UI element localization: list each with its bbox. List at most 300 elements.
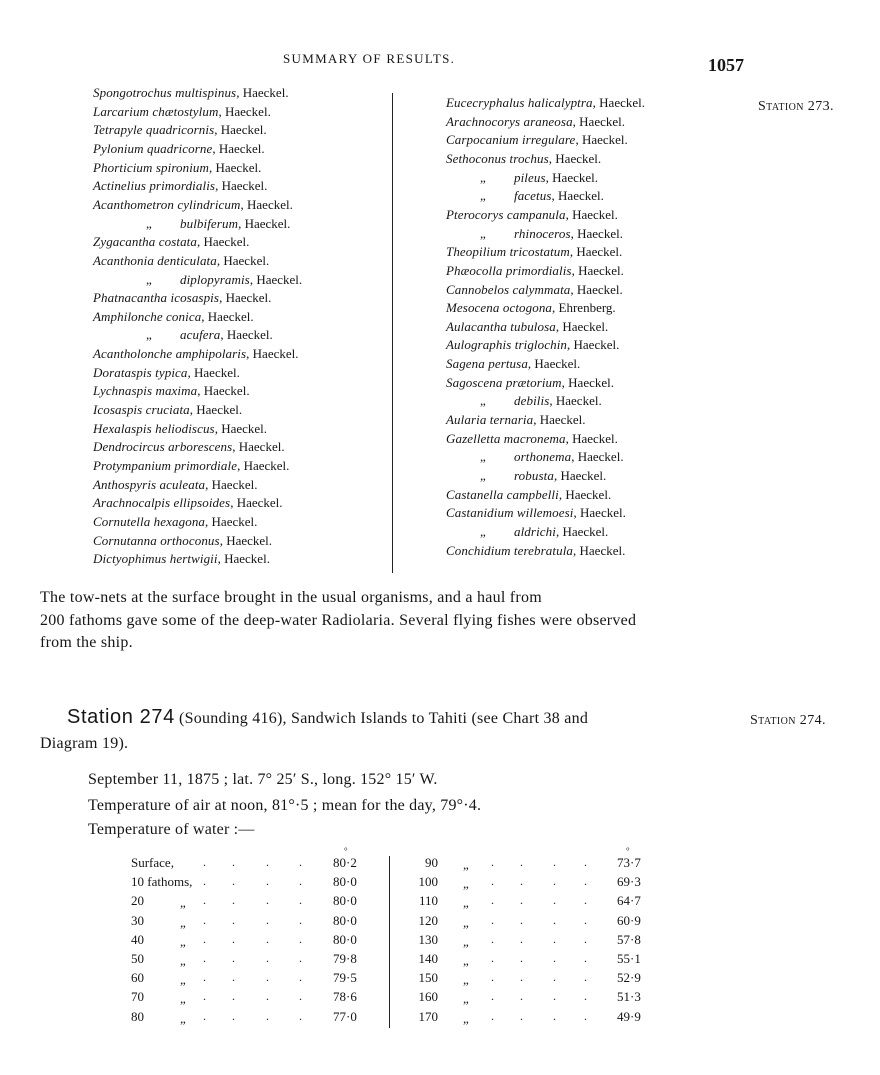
species-author: , Haeckel. (230, 495, 283, 511)
leader-dot: . (553, 989, 556, 1004)
species-name: Larcarium chætostylum (93, 103, 219, 119)
species-author: , Haeckel. (197, 383, 250, 399)
unit-ditto-cell: „ (463, 895, 469, 911)
species-author: , Haeckel. (592, 95, 645, 110)
species-author: , Haeckel. (220, 327, 273, 343)
leader-dot: . (553, 893, 556, 908)
species-entry (93, 252, 269, 271)
unit-ditto-cell: „ (463, 953, 469, 968)
species-entry (93, 457, 289, 476)
ditto-mark: „ (480, 169, 486, 185)
leader-dot: . (232, 989, 235, 1004)
species-author: , Haeckel. (205, 513, 258, 529)
species-name: orthonema (514, 449, 572, 465)
ditto-mark: „ (146, 215, 152, 231)
species-author: , Haeckel. (212, 140, 265, 156)
species-entry (93, 326, 273, 345)
leader-dot: . (491, 1008, 494, 1023)
species-author: , Haeckel. (216, 252, 270, 268)
leader-dot: . (299, 1008, 302, 1023)
ditto-mark: „ (480, 225, 486, 241)
depth-cell: 10 fathoms, (131, 874, 193, 890)
leader-dot: . (491, 970, 494, 985)
leader-dot: . (584, 1008, 587, 1023)
species-entry (446, 355, 580, 374)
species-name: debilis (514, 393, 550, 409)
leader-dot: . (553, 931, 556, 946)
species-name: Dictyophimus hertwigii (93, 551, 218, 567)
depth-cell: 130 (418, 931, 438, 947)
column-divider (392, 93, 393, 573)
species-author: , Haeckel. (214, 420, 268, 436)
species-author: , Haeckel. (205, 476, 258, 492)
species-author: , Haeckel. (209, 159, 262, 175)
species-entry (93, 196, 293, 215)
station-274-heading-rest: (Sounding 416), Sandwich Islands to Tahiti (see Chart 38 and (174, 710, 589, 727)
leader-dot: . (232, 855, 235, 869)
species-author: , Haeckel. (567, 337, 620, 353)
species-entry (446, 336, 619, 355)
species-entry (446, 523, 608, 542)
species-author: , Haeckel. (558, 486, 612, 502)
species-entry (93, 121, 267, 140)
species-author: , Haeckel. (548, 150, 602, 166)
date-position-line: September 11, 1875 ; lat. 7° 25′ S., long. 152° 15′ W. (88, 771, 438, 788)
unit-ditto-cell: „ (180, 895, 186, 911)
leader-dot: . (553, 970, 556, 985)
species-name: Cannobelos calymmata (446, 281, 571, 297)
species-name: diplopyramis (180, 271, 250, 287)
unit-ditto-cell: „ (180, 991, 186, 1007)
species-name: Castanidium willemoesi (446, 505, 574, 521)
species-name: robusta (514, 468, 554, 483)
temperature-cell: 52·9 (617, 970, 641, 986)
page-number: 1057 (708, 55, 744, 75)
species-author: , Haeckel. (240, 196, 293, 212)
species-author: , Haeckel. (575, 132, 628, 148)
temperature-cell: 80·0 (333, 874, 357, 890)
species-entry (93, 513, 257, 532)
depth-cell: 160 (418, 989, 438, 1005)
species-name: Tetrapyle quadricornis (93, 122, 215, 138)
unit-ditto-cell: „ (463, 914, 469, 930)
species-name: Spongotrochus multispinus (93, 85, 237, 100)
species-author: , Haeckel. (571, 262, 624, 278)
depth-cell: 30 (131, 912, 144, 928)
species-name: Icosaspis cruciata (93, 402, 190, 418)
species-author: , Haeckel. (215, 178, 268, 194)
species-author: , Haeckel. (189, 402, 243, 418)
species-entry (93, 532, 272, 551)
species-name: Acanthonia denticulata (93, 252, 217, 268)
unit-ditto-cell: „ (463, 991, 469, 1007)
leader-dot: . (584, 912, 587, 927)
species-name: Theopilium tricostatum (446, 244, 570, 260)
leader-dot: . (584, 970, 587, 985)
species-name: Cornutella hexagona (93, 513, 206, 529)
temperature-cell: 79·5 (333, 970, 357, 986)
species-name: pileus (514, 169, 546, 185)
species-author: , Haeckel. (553, 468, 607, 483)
species-name: Hexalaspis heliodiscus (93, 420, 215, 436)
temperature-cell: 55·1 (617, 951, 641, 966)
degree-mark-right: ° (626, 846, 630, 856)
leader-dot: . (584, 951, 587, 965)
species-author: , Haeckel. (527, 356, 581, 372)
leader-dot: . (299, 970, 302, 985)
leader-dot: . (232, 931, 235, 946)
species-name: Acantholonche amphipolaris (93, 346, 247, 362)
species-entry (93, 476, 257, 495)
species-name: Dendrocircus arborescens (93, 439, 233, 455)
species-author: , Haeckel. (246, 346, 299, 362)
species-author: , Haeckel. (214, 122, 267, 138)
species-name: bulbiferum (180, 215, 239, 231)
leader-dot: . (553, 1008, 556, 1023)
leader-dot: . (266, 989, 269, 1004)
species-name: Zygacantha costata (93, 234, 197, 250)
leader-dot: . (232, 951, 235, 965)
station-273-margin-label: Station 273. (758, 99, 834, 114)
depth-cell: 90 (425, 855, 438, 870)
species-entry (93, 438, 285, 457)
leader-dot: . (584, 893, 587, 908)
leader-dot: . (232, 874, 235, 889)
leader-dot: . (266, 912, 269, 927)
ditto-mark: „ (480, 393, 486, 409)
leader-dot: . (491, 912, 494, 927)
species-entry (93, 159, 261, 178)
depth-cell: 60 (131, 970, 144, 986)
leader-dot: . (491, 855, 494, 869)
species-entry (446, 169, 598, 188)
leader-dot: . (553, 874, 556, 889)
leader-dot: . (266, 951, 269, 965)
species-entry (446, 187, 604, 206)
species-name: Protympanium primordiale (93, 458, 238, 473)
species-name: Aularia ternaria (446, 412, 534, 428)
species-name: Eucecryphalus halicalyptra (446, 95, 593, 110)
species-author: , Haeckel. (551, 188, 604, 204)
species-name: Pylonium quadricorne (93, 140, 213, 156)
temperature-cell: 78·6 (333, 989, 357, 1005)
species-author: , Haeckel. (217, 551, 270, 567)
ditto-mark: „ (480, 188, 486, 204)
species-entry (446, 392, 602, 411)
leader-dot: . (299, 912, 302, 927)
species-name: Aulographis triglochin (446, 337, 568, 353)
paragraph-line: 200 fathoms gave some of the deep-water Radiolaria. Several flying fishes were observed (40, 611, 637, 629)
leader-dot: . (203, 1008, 206, 1023)
station-274-title: Station 274 (67, 706, 175, 728)
species-author: , Haeckel. (197, 234, 250, 250)
species-name: Actinelius primordialis (93, 178, 216, 194)
depth-cell: 20 (131, 893, 144, 909)
leader-dot: . (266, 855, 269, 869)
depth-cell: 110 (418, 893, 438, 909)
species-author: , Haeckel. (565, 430, 618, 446)
species-name: Gazelletta macronema (446, 430, 566, 446)
leader-dot: . (520, 970, 523, 985)
leader-dot: . (299, 951, 302, 965)
species-entry (446, 467, 606, 486)
species-name: rhinoceros (514, 225, 571, 241)
leader-dot: . (266, 874, 269, 889)
temperature-cell: 80·0 (333, 931, 357, 947)
leader-dot: . (491, 893, 494, 908)
ditto-mark: „ (480, 468, 486, 483)
species-name: Aulacantha tubulosa (446, 318, 556, 334)
ditto-mark: „ (480, 449, 486, 465)
table-divider (389, 856, 390, 1028)
species-name: Sagoscena prætorium (446, 374, 562, 390)
temperature-cell: 80·0 (333, 893, 357, 909)
species-author: , Haeckel. (533, 412, 586, 428)
species-entry (93, 550, 270, 569)
species-entry (93, 271, 302, 290)
leader-dot: . (584, 989, 587, 1004)
species-entry (446, 113, 625, 132)
unit-ditto-cell: „ (180, 914, 186, 930)
depth-cell: 70 (131, 989, 144, 1005)
species-author: , Haeckel. (561, 374, 614, 390)
species-entry (93, 233, 249, 252)
leader-dot: . (203, 931, 206, 946)
species-entry (446, 430, 618, 449)
leader-dot: . (203, 989, 206, 1004)
species-author: , Haeckel. (201, 308, 254, 324)
species-entry (446, 206, 618, 225)
running-head: SUMMARY OF RESULTS. (283, 51, 456, 66)
temperature-cell: 69·3 (617, 874, 641, 890)
temperature-cell: 60·9 (617, 912, 641, 928)
species-entry (93, 494, 283, 513)
species-entry (446, 374, 614, 393)
species-author: , Haeckel. (219, 290, 272, 306)
leader-dot: . (266, 931, 269, 946)
temperature-cell: 57·8 (617, 931, 641, 947)
depth-cell: 50 (131, 951, 144, 966)
leader-dot: . (584, 874, 587, 889)
leader-dot: . (491, 874, 494, 889)
species-name: Mesocena octogona (446, 300, 553, 316)
depth-cell: 140 (418, 951, 438, 966)
leader-dot: . (203, 912, 206, 927)
species-entry (446, 318, 608, 337)
leader-dot: . (232, 970, 235, 985)
species-author: , Haeckel. (569, 244, 623, 260)
depth-cell: 80 (131, 1008, 144, 1024)
species-entry (446, 448, 624, 467)
species-author: , Haeckel. (238, 215, 291, 231)
station-274-heading (40, 706, 588, 730)
air-temperature-line: Temperature of air at noon, 81°·5 ; mean for the day, 79°·4. (88, 797, 482, 814)
station-274-heading-line2: Diagram 19). (40, 735, 129, 752)
water-temperature-heading: Temperature of water :— (88, 821, 255, 838)
temperature-cell: 79·8 (333, 951, 357, 966)
species-author: , Haeckel. (571, 449, 624, 465)
temperature-cell: 64·7 (617, 893, 641, 909)
species-name: Anthospyris aculeata (93, 476, 206, 492)
unit-ditto-cell: „ (180, 953, 186, 968)
leader-dot: . (491, 931, 494, 946)
species-name: Pterocorys campanula (446, 206, 566, 222)
unit-ditto-cell: „ (463, 933, 469, 949)
leader-dot: . (299, 855, 302, 869)
leader-dot: . (584, 931, 587, 946)
species-entry (446, 150, 601, 169)
leader-dot: . (203, 874, 206, 889)
species-name: Conchidium terebratula (446, 542, 574, 558)
species-entry (93, 177, 267, 196)
paragraph-line: The tow-nets at the surface brought in the usual organisms, and a haul from (40, 589, 542, 606)
temperature-cell: 49·9 (617, 1008, 641, 1024)
species-name: Phorticium spironium (93, 159, 209, 175)
species-author: , Haeckel. (570, 281, 623, 297)
leader-dot: . (266, 1008, 269, 1023)
leader-dot: . (491, 951, 494, 965)
temperature-cell: 80·2 (333, 855, 357, 870)
species-name: Dorataspis typica (93, 364, 188, 380)
leader-dot: . (491, 989, 494, 1004)
depth-cell: 100 (418, 874, 438, 890)
degree-mark-left: ° (344, 846, 348, 856)
leader-dot: . (203, 970, 206, 985)
leader-dot: . (553, 855, 556, 869)
species-author: , Haeckel. (573, 542, 626, 558)
species-name: Arachnocalpis ellipsoides (93, 495, 231, 511)
temperature-cell: 51·3 (617, 989, 641, 1005)
species-entry (446, 411, 586, 430)
species-entry (446, 243, 622, 262)
leader-dot: . (232, 893, 235, 908)
species-author: , Haeckel. (572, 113, 626, 129)
species-author: , Haeckel. (218, 103, 271, 119)
species-entry (446, 131, 628, 150)
species-name: Phatnacantha icosaspis (93, 290, 220, 306)
leader-dot: . (232, 1008, 235, 1023)
ditto-mark: „ (480, 523, 486, 539)
ditto-mark: „ (146, 271, 152, 287)
species-entry (93, 308, 254, 327)
leader-dot: . (266, 893, 269, 908)
temperature-cell: 77·0 (333, 1008, 357, 1024)
species-author: , Haeckel. (545, 169, 598, 185)
species-author: , Haeckel. (555, 523, 609, 539)
species-name: Arachnocorys araneosa (446, 113, 573, 129)
unit-ditto-cell: „ (463, 1010, 469, 1026)
species-entry (93, 364, 240, 383)
species-author: , Haeckel. (570, 225, 623, 241)
unit-ditto-cell: „ (180, 1010, 186, 1026)
leader-dot: . (520, 989, 523, 1004)
unit-ditto-cell: „ (463, 857, 469, 872)
species-entry (93, 140, 265, 159)
unit-ditto-cell: „ (463, 876, 469, 892)
leader-dot: . (520, 951, 523, 965)
species-author: , Ehrenberg. (552, 300, 616, 316)
leader-dot: . (232, 912, 235, 927)
leader-dot: . (299, 931, 302, 946)
species-author: , Haeckel. (573, 505, 626, 521)
leader-dot: . (553, 912, 556, 927)
leader-dot: . (520, 874, 523, 889)
species-entry (446, 281, 623, 300)
species-author: , Haeckel. (219, 532, 273, 548)
depth-cell: 120 (418, 912, 438, 928)
species-entry (93, 215, 290, 234)
depth-cell: 150 (418, 970, 438, 986)
species-name: aldrichi (514, 523, 556, 539)
species-entry (446, 504, 626, 523)
species-author: , Haeckel. (236, 85, 289, 100)
unit-ditto-cell: „ (180, 933, 186, 949)
species-entry (446, 225, 623, 244)
species-name: Carpocanium irregulare (446, 132, 576, 148)
depth-cell: 40 (131, 931, 144, 947)
temperature-cell: 73·7 (617, 855, 641, 870)
species-entry (446, 94, 645, 113)
depth-cell: 170 (418, 1008, 438, 1024)
species-author: , Haeckel. (187, 364, 240, 380)
leader-dot: . (203, 855, 206, 869)
leader-dot: . (299, 989, 302, 1004)
unit-ditto-cell: „ (463, 972, 469, 988)
paragraph-line: from the ship. (40, 634, 133, 651)
species-entry (93, 401, 242, 420)
species-entry (446, 262, 624, 281)
leader-dot: . (520, 855, 523, 869)
species-entry (446, 486, 611, 505)
species-name: Cornutanna orthoconus (93, 532, 220, 548)
species-entry (93, 103, 271, 122)
leader-dot: . (520, 1008, 523, 1023)
depth-cell: Surface, (131, 855, 174, 870)
species-name: Amphilonche conica (93, 308, 202, 324)
species-entry (446, 299, 616, 318)
species-entry (93, 289, 271, 308)
leader-dot: . (520, 912, 523, 927)
leader-dot: . (266, 970, 269, 985)
leader-dot: . (520, 893, 523, 908)
species-author: , Haeckel. (249, 271, 303, 287)
leader-dot: . (299, 893, 302, 908)
species-name: Sethoconus trochus (446, 150, 549, 166)
species-author: , Haeckel. (549, 393, 602, 409)
species-entry (93, 420, 267, 439)
species-name: Sagena pertusa (446, 356, 528, 372)
species-author: , Haeckel. (237, 458, 290, 473)
species-name: Lychnaspis maxima (93, 383, 198, 399)
species-author: , Haeckel. (232, 439, 285, 455)
ditto-mark: „ (146, 327, 152, 343)
species-name: Castanella campbelli (446, 486, 559, 502)
species-name: facetus (514, 188, 552, 204)
unit-ditto-cell: „ (180, 972, 186, 988)
species-name: Acanthometron cylindricum (93, 196, 241, 212)
temperature-cell: 80·0 (333, 912, 357, 928)
leader-dot: . (299, 874, 302, 889)
leader-dot: . (203, 893, 206, 908)
species-author: , Haeckel. (565, 206, 618, 222)
species-name: acufera (180, 327, 221, 343)
species-entry (446, 542, 625, 561)
leader-dot: . (584, 855, 587, 869)
leader-dot: . (520, 931, 523, 946)
leader-dot: . (203, 951, 206, 965)
species-entry (93, 345, 299, 364)
station-274-margin-label: Station 274. (750, 713, 826, 728)
